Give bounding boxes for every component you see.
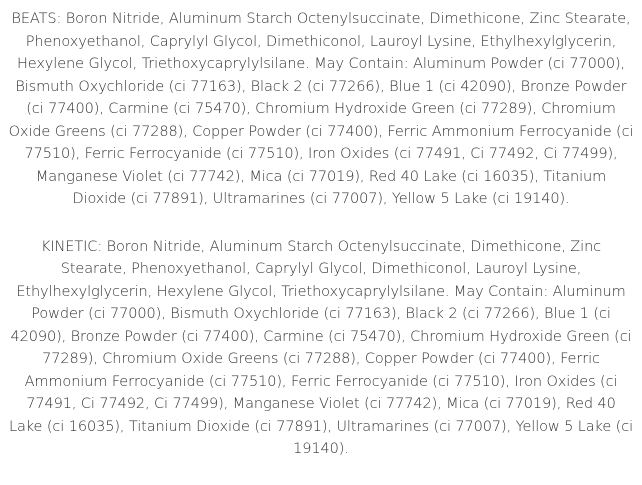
- ingredients-document: [8, 8, 634, 461]
- ingredients-paragraph-kinetic: KINETIC: Boron Nitride, Aluminum Starch Octenylsuccinate, Dimethicone, Zinc Stearate, Phenoxyethanol, Caprylyl Glycol, Dimethiconol, Lauroyl Lysine, Ethylhexylglycerin, Hexylene Glycol, Triethoxycaprylylsilane. May Contain: Aluminum Powder (ci 77000), Bismuth Oxychloride (ci 77163), Black 2 (ci 77266), Blue 1 (ci 42090), Bronze Powder (ci 77400), Carmine (ci 75470), Chromium Hydroxide Green (ci 77289), Chromium Oxide Greens (ci 77288), Copper Powder (ci 77400), Ferric Ammonium Ferrocyanide (ci 77510), Ferric Ferrocyanide (ci 77510), Iron Oxides (ci 77491, Ci 77492, Ci 77499), Manganese Violet (ci 77742), Mica (ci 77019), Red 40 Lake (ci 16035), Titanium Dioxide (ci 77891), Ultramarines (ci 77007), Yellow 5 Lake (ci 19140).: [8, 238, 634, 457]
- ingredients-paragraph-beats: BEATS: Boron Nitride, Aluminum Starch Octenylsuccinate, Dimethicone, Zinc Stearate, Phenoxyethanol, Caprylyl Glycol, Dimethiconol, Lauroyl Lysine, Ethylhexylglycerin, Hexylene Glycol, Triethoxycaprylylsilane. May Contain: Aluminum Powder (ci 77000), Bismuth Oxychloride (ci 77163), Black 2 (ci 77266), Blue 1 (ci 42090), Bronze Powder (ci 77400), Carmine (ci 75470), Chromium Hydroxide Green (ci 77289), Chromium Oxide Greens (ci 77288), Copper Powder (ci 77400), Ferric Ammonium Ferrocyanide (ci 77510), Ferric Ferrocyanide (ci 77510), Iron Oxides (ci 77491, Ci 77492, Ci 77499), Manganese Violet (ci 77742), Mica (ci 77019), Red 40 Lake (ci 16035), Titanium Dioxide (ci 77891), Ultramarines (ci 77007), Yellow 5 Lake (ci 19140).: [8, 11, 634, 207]
